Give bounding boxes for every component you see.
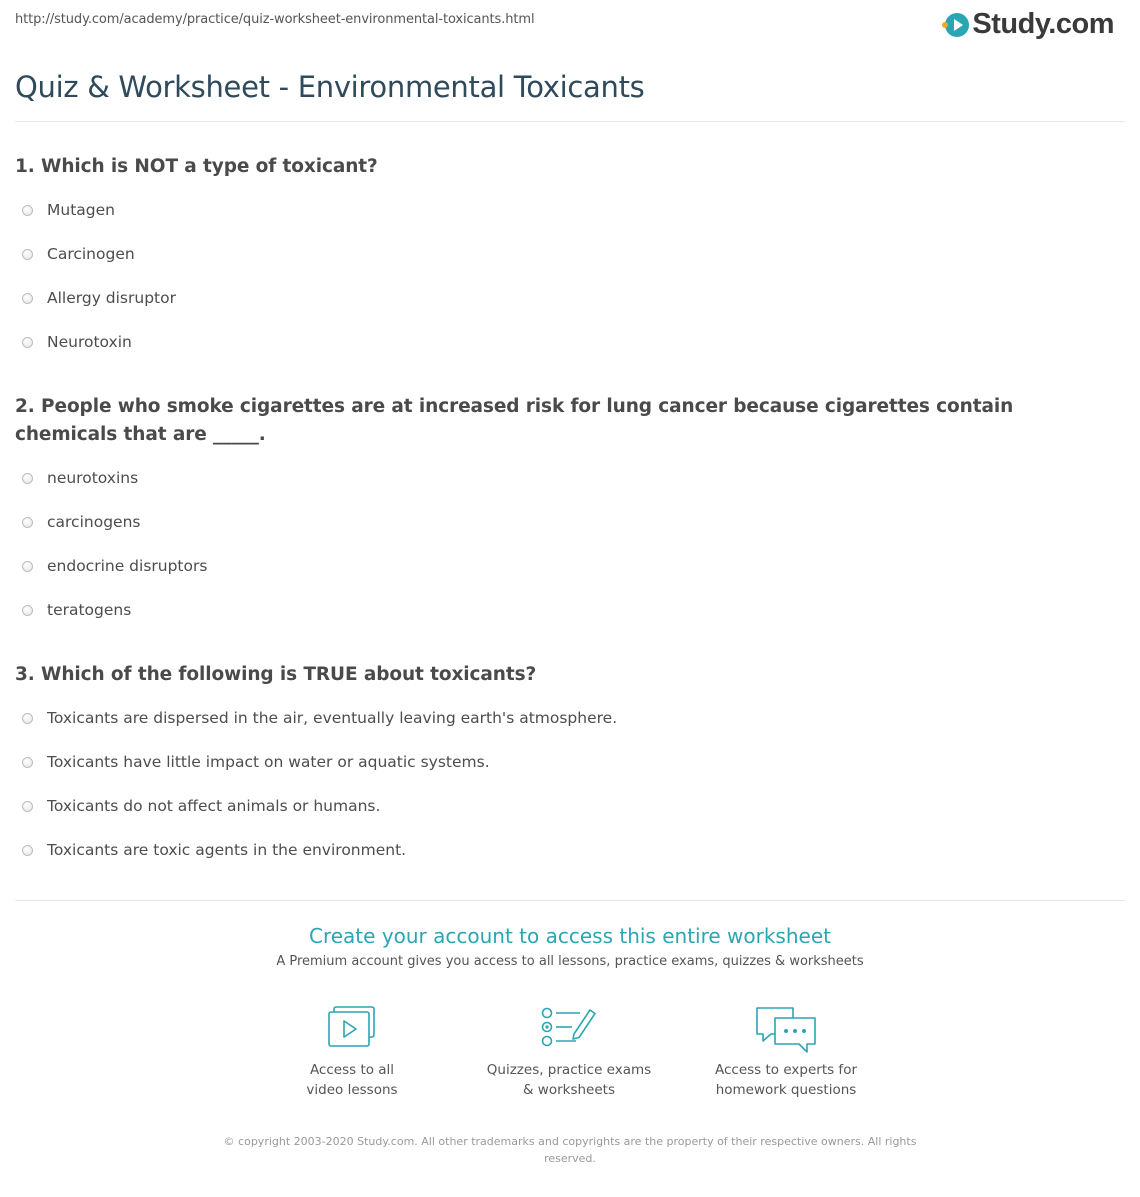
q1-option-1[interactable] (22, 200, 115, 220)
question-1: 1. Which is NOT a type of toxicant? (15, 156, 378, 177)
feature-quizzes (479, 1004, 659, 1100)
copyright-line-1: © copyright 2003-2020 Study.com. All other trademarks and copyrights are the property of their respective owners. All rights (223, 1135, 917, 1148)
premium-subtitle: A Premium account gives you access to all lessons, practice exams, quizzes & worksheets (276, 954, 864, 969)
radio-button[interactable] (22, 845, 33, 856)
q1-option-3[interactable] (22, 288, 176, 308)
option-label: Toxicants have little impact on water or aquatic systems. (47, 753, 490, 771)
feature-line-1: Access to all (309, 1062, 395, 1078)
option-label: Toxicants are toxic agents in the environment. (47, 841, 407, 859)
option-label: carcinogens (47, 513, 141, 531)
radio-button[interactable] (22, 249, 33, 260)
question-2: 2. People who smoke cigarettes are at increased risk for lung cancer because cigarettes contain chemicals that are _____. (15, 396, 1014, 445)
feature-line-1: Quizzes, practice exams (486, 1062, 652, 1078)
divider (15, 900, 1125, 901)
page-title: Quiz & Worksheet - Environmental Toxicants (15, 70, 645, 104)
page-url[interactable]: http://study.com/academy/practice/quiz-worksheet-environmental-toxicants.html (15, 12, 535, 27)
radio-button[interactable] (22, 605, 33, 616)
radio-button[interactable] (22, 337, 33, 348)
video-lessons-icon (325, 1004, 379, 1050)
option-label: Neurotoxin (47, 333, 132, 351)
q3-option-2[interactable] (22, 752, 490, 772)
q2-option-3[interactable] (22, 556, 207, 576)
q2-option-2[interactable] (22, 512, 140, 532)
feature-line-2: video lessons (306, 1082, 398, 1098)
q3-option-3[interactable] (22, 796, 380, 816)
q3-option-1[interactable] (22, 708, 617, 728)
q1-option-2[interactable] (22, 244, 135, 264)
question-3: 3. Which of the following is TRUE about toxicants? (15, 664, 537, 685)
logo-text: Study.com (972, 8, 1114, 40)
q1-option-4[interactable] (22, 332, 132, 352)
option-label: Allergy disruptor (47, 289, 176, 307)
top-bar (0, 0, 1140, 44)
study-logo[interactable] (945, 8, 1114, 41)
option-label: Toxicants are dispersed in the air, eventually leaving earth's atmosphere. (47, 709, 618, 727)
feature-experts (696, 1004, 876, 1100)
play-logo-icon (945, 13, 969, 37)
radio-button[interactable] (22, 293, 33, 304)
option-label: Toxicants do not affect animals or humans. (47, 797, 381, 815)
radio-button[interactable] (22, 561, 33, 572)
feature-line-1: Access to experts for (714, 1062, 857, 1078)
option-label: Carcinogen (47, 245, 135, 263)
radio-button[interactable] (22, 713, 33, 724)
option-label: Mutagen (47, 201, 115, 219)
divider (15, 121, 1125, 122)
chat-experts-icon (753, 1004, 819, 1056)
feature-line-2: & worksheets (522, 1082, 615, 1098)
copyright-footer (210, 1133, 930, 1167)
radio-button[interactable] (22, 205, 33, 216)
feature-video-lessons (262, 1004, 442, 1100)
quiz-checklist-icon (540, 1004, 598, 1050)
radio-button[interactable] (22, 517, 33, 528)
copyright-line-2: reserved. (544, 1152, 596, 1165)
q2-option-4[interactable] (22, 600, 131, 620)
create-account-link[interactable]: Create your account to access this entire worksheet (309, 924, 831, 948)
q3-option-4[interactable] (22, 840, 406, 860)
option-label: teratogens (47, 601, 132, 619)
option-label: neurotoxins (47, 469, 139, 487)
q2-option-1[interactable] (22, 468, 138, 488)
radio-button[interactable] (22, 801, 33, 812)
radio-button[interactable] (22, 757, 33, 768)
radio-button[interactable] (22, 473, 33, 484)
option-label: endocrine disruptors (47, 557, 208, 575)
feature-line-2: homework questions (715, 1082, 857, 1098)
